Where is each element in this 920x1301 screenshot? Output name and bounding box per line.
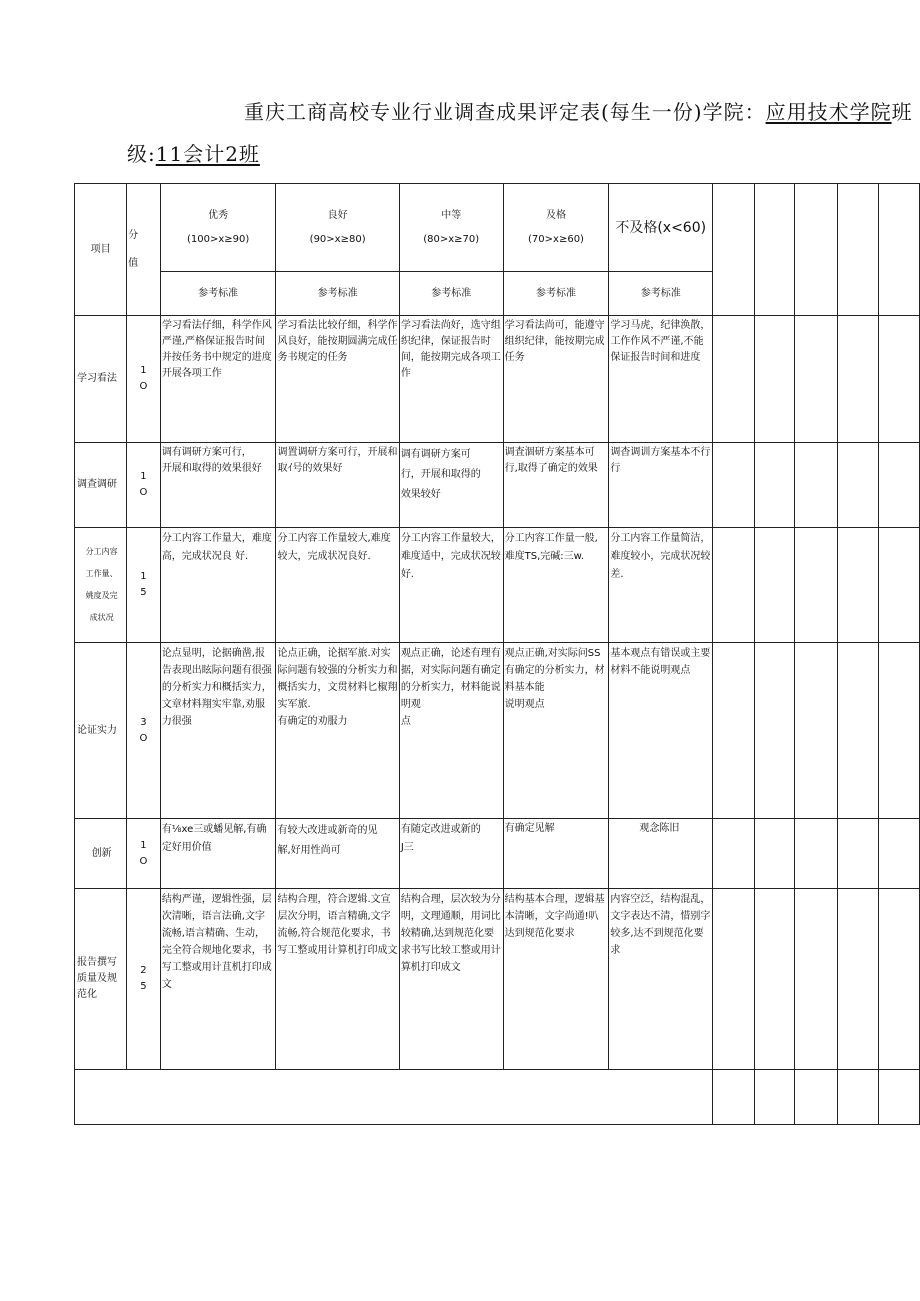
blank-cell bbox=[755, 528, 795, 643]
criteria-cell: 调査涸研方案基本可行,取得了确定的效果 bbox=[503, 443, 609, 528]
blank-cell bbox=[837, 443, 878, 528]
item-workload: 分工内容 工作量、 姚度及完 成状况 bbox=[75, 528, 127, 643]
blank-cell bbox=[837, 643, 878, 819]
criteria-cell: 分工内容工作量较大,难度较大，完成状况良好. bbox=[276, 528, 399, 643]
score-value: 1 O bbox=[127, 316, 161, 443]
blank-cell bbox=[878, 819, 919, 889]
criteria-cell: 调有调研方案可行， 开展和取得的效果很好 bbox=[160, 443, 276, 528]
grade-good bbox=[276, 184, 399, 272]
class-name: 11会计2班 bbox=[155, 142, 260, 166]
blank-cell bbox=[713, 316, 755, 443]
grade-excellent bbox=[160, 184, 276, 272]
grade-pass bbox=[503, 184, 609, 272]
grade-name: 及格 bbox=[546, 209, 566, 221]
blank-cell bbox=[878, 184, 919, 316]
blank-cell bbox=[795, 643, 838, 819]
blank-cell bbox=[837, 1070, 878, 1125]
criteria-cell: 观点正确，论述有理有据，对实际问题有确定的分析实力，材料能说明观 点 bbox=[399, 643, 503, 819]
blank-cell bbox=[713, 889, 755, 1070]
blank-cell bbox=[795, 443, 838, 528]
criteria-cell: 有⅛xe三或蟠见解,有确定好用价值 bbox=[160, 819, 276, 889]
grade-range: (90>x≥80) bbox=[309, 233, 366, 245]
blank-cell bbox=[837, 819, 878, 889]
header-score bbox=[127, 184, 161, 316]
blank-cell bbox=[713, 528, 755, 643]
blank-cell bbox=[795, 889, 838, 1070]
criteria-cell: 有较大改进或新奇的见 解,好用性尚可 bbox=[276, 819, 399, 889]
blank-cell bbox=[795, 184, 838, 316]
grade-name: 中等 bbox=[441, 209, 462, 221]
score-value: 3 O bbox=[127, 643, 161, 819]
blank-cell bbox=[755, 1070, 795, 1125]
criteria-cell: 学习看法尚好，选守组织纪律，保证报告时间，能按期完成各项工作 bbox=[399, 316, 503, 443]
blank-cell bbox=[795, 819, 838, 889]
blank-cell bbox=[713, 184, 755, 316]
reference-label: 参考标准 bbox=[276, 272, 399, 316]
grade-name: 优秀 bbox=[208, 209, 229, 221]
grade-medium bbox=[399, 184, 503, 272]
criteria-cell: 内容空泛，结构混乱，文字表达不清，惜别字较多,达不到规范化要求 bbox=[609, 889, 713, 1070]
criteria-cell: 学习马虎，纪律涣散，工作作风不严谨,不能保证报告时间和进度 bbox=[609, 316, 713, 443]
criteria-cell: 基本观点有错误或主要材料不能说明观点 bbox=[609, 643, 713, 819]
blank-cell bbox=[755, 316, 795, 443]
criteria-cell: 学习看法比较仔细，科学作风良好，能按期圆满完成任务书规定的任务 bbox=[276, 316, 399, 443]
item-attitude: 学习看法 bbox=[75, 316, 127, 443]
blank-cell bbox=[755, 819, 795, 889]
criteria-cell: 学习看法尚可，能遵守组织纪律，能按期完成任务 bbox=[503, 316, 609, 443]
reference-label: 参考标准 bbox=[609, 272, 713, 316]
blank-cell bbox=[878, 316, 919, 443]
criteria-cell: 有确定见解 bbox=[503, 819, 609, 889]
title-suffix: 班 bbox=[891, 100, 913, 124]
blank-cell bbox=[795, 528, 838, 643]
criteria-cell: 分工内容工作量简洁，难度较小，完成状况较差. bbox=[609, 528, 713, 643]
criteria-cell: 结构合理，层次较为分明，文理通顺，用词比较精确,达到规范化要求书写比较工整或用计算机打印成文 bbox=[399, 889, 503, 1070]
blank-cell bbox=[837, 528, 878, 643]
criteria-cell: 分工内容工作量较大，难度适中，完成状况较好. bbox=[399, 528, 503, 643]
blank-cell bbox=[878, 889, 919, 1070]
grade-range: (70>x≥60) bbox=[528, 233, 584, 245]
blank-cell bbox=[878, 528, 919, 643]
evaluation-table bbox=[74, 183, 920, 1125]
class-line bbox=[127, 138, 260, 167]
item-innovation: 创新 bbox=[75, 819, 127, 889]
criteria-cell: 论点正确，论据军旅.对实际问题有较强的分析实力和概括实力，文贯材料匕椒翔实军旅. 有确定的劝服力 bbox=[276, 643, 399, 819]
criteria-cell: 观点正确,对实际问SS有确定的分析实力，材料基本能 说明观点 bbox=[503, 643, 609, 819]
blank-cell bbox=[713, 643, 755, 819]
criteria-cell: 调杳调训方案基本不行行 bbox=[609, 443, 713, 528]
grade-name: 不及格(x<60) bbox=[615, 219, 707, 236]
grade-fail bbox=[609, 184, 713, 272]
blank-cell bbox=[837, 184, 878, 316]
grade-name: 良好 bbox=[327, 209, 348, 221]
score-value: 1 O bbox=[127, 443, 161, 528]
college-name: 应用技术学院 bbox=[765, 100, 892, 124]
blank-cell bbox=[755, 889, 795, 1070]
blank-cell bbox=[837, 316, 878, 443]
reference-label: 参考标准 bbox=[399, 272, 503, 316]
blank-cell bbox=[878, 643, 919, 819]
blank-cell bbox=[713, 443, 755, 528]
blank-cell bbox=[878, 443, 919, 528]
class-label: 级: bbox=[127, 142, 156, 166]
criteria-cell: 结构基本合理，逻辑基本清晰，文字尚通!叭达到规范化要求 bbox=[503, 889, 609, 1070]
blank-cell bbox=[755, 643, 795, 819]
criteria-cell: 观念陈旧 bbox=[609, 819, 713, 889]
blank-total-cell bbox=[75, 1070, 713, 1125]
header-score-text: 分值 bbox=[128, 229, 139, 269]
criteria-cell: 结构严谨，逻辑性强，层次清晰，语言法确,文字流畅,语言精确、生动，完全符合规地化要求，书写工整或用计苴机打印成文 bbox=[160, 889, 276, 1070]
criteria-cell: 分工内容工作量大，难度高，完成状况良 好. bbox=[160, 528, 276, 643]
criteria-cell: 结构合理，符合逻辑.文宣层次分明，语言精确,文字流畅,符合规范化要求，书写工整或用计算机打印成文 bbox=[276, 889, 399, 1070]
blank-cell bbox=[837, 889, 878, 1070]
item-argument: 论证实力 bbox=[75, 643, 127, 819]
score-value: 1 O bbox=[127, 819, 161, 889]
title-text: 重庆工商高校专业行业调查成果评定表(每生一份)学院： bbox=[244, 100, 766, 124]
blank-cell bbox=[795, 316, 838, 443]
form-title bbox=[244, 96, 913, 125]
item-report-quality: 报告撰写质量及规范化 bbox=[75, 889, 127, 1070]
blank-cell bbox=[713, 1070, 755, 1125]
grade-range: (100>x≥90) bbox=[187, 233, 250, 245]
score-value: 2 5 bbox=[127, 889, 161, 1070]
grade-range: (80>x≥70) bbox=[423, 233, 480, 245]
criteria-cell: 有随定改进或新的 J三 bbox=[399, 819, 503, 889]
criteria-cell: 论点显明，论据确凿,报告表现出眩际问题有很强的分析实力和概括实力，文章材料翔实牢靠,劝服力很强 bbox=[160, 643, 276, 819]
header-item: 项目 bbox=[75, 184, 127, 316]
criteria-cell: 调置调研方案可行，开展和取ｲ号的效果好 bbox=[276, 443, 399, 528]
blank-cell bbox=[878, 1070, 919, 1125]
item-survey: 调查调研 bbox=[75, 443, 127, 528]
blank-cell bbox=[713, 819, 755, 889]
blank-cell bbox=[795, 1070, 838, 1125]
criteria-cell: 调有调研方案可 行，开展和取得的 效果较好 bbox=[399, 443, 503, 528]
blank-cell bbox=[755, 443, 795, 528]
blank-cell bbox=[755, 184, 795, 316]
criteria-cell: 学习看法仔细，科学作风严谨,严格保证报告时间并按任务书中规定的进度开展各项工作 bbox=[160, 316, 276, 443]
criteria-cell: 分工内容工作量一般,难度TS,完碱:三w. bbox=[503, 528, 609, 643]
reference-label: 参考标准 bbox=[160, 272, 276, 316]
reference-label: 参考标准 bbox=[503, 272, 609, 316]
score-value: 1 5 bbox=[127, 528, 161, 643]
